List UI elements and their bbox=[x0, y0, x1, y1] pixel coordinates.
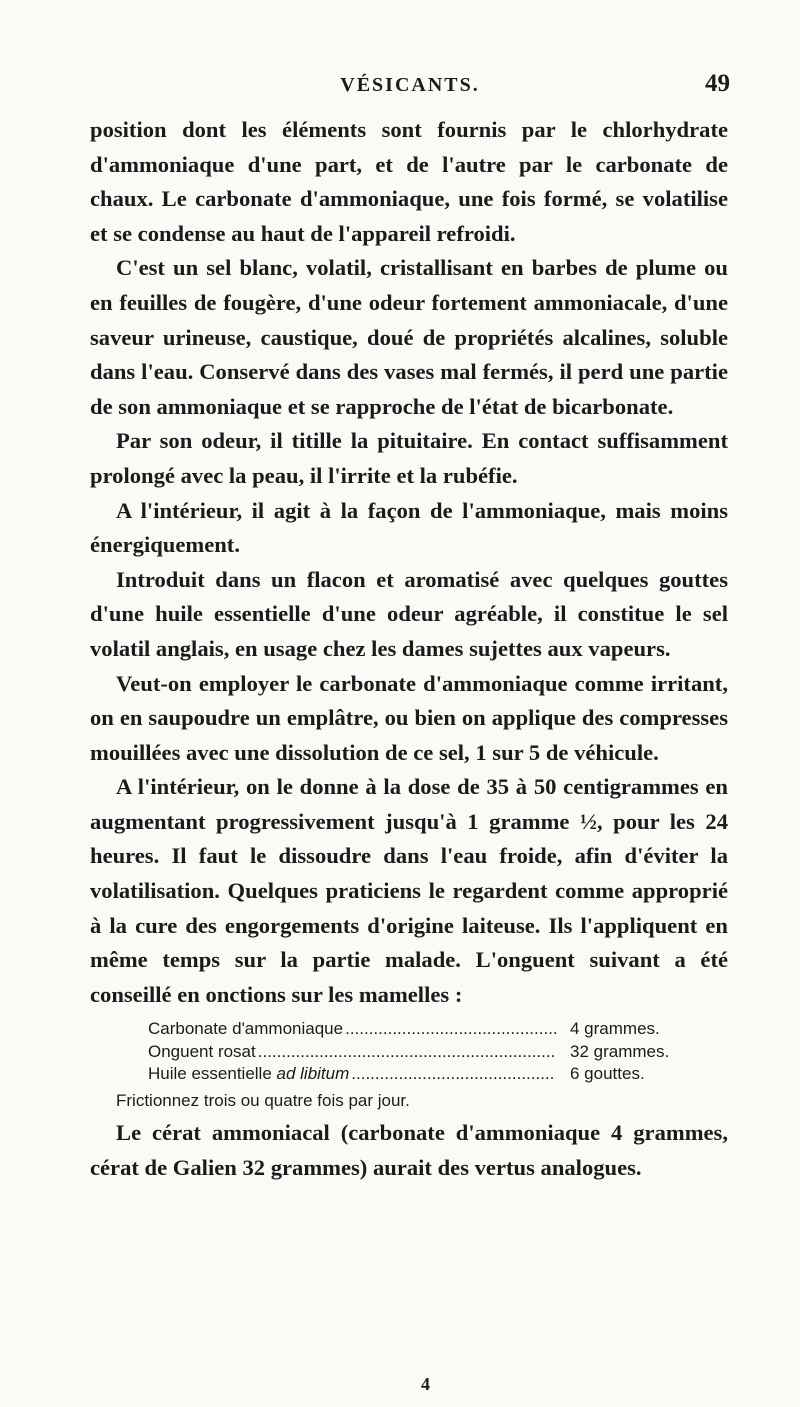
signature-mark: 4 bbox=[421, 1374, 430, 1394]
leader-dots bbox=[351, 1063, 556, 1086]
paragraph-odor: Par son odeur, il titille la pituitaire. En contact suffisamment prolongé avec la peau, il l'irrite et la rubéfie. bbox=[90, 428, 728, 488]
running-title: VÉSICANTS. bbox=[340, 74, 480, 96]
paragraph-dosage: A l'intérieur, on le donne à la dose de 35 à 50 centigrammes en augmentant progressivement jusqu'à 1 gramme ½, pour les 24 heures. Il faut le dissoudre dans l'eau froide, afin d'éviter la volatilisation. Quelques praticiens le regardent comme approprié à la cure des engorgements d'origine laiteuse. Ils l'appliquent en même temps sur la partie malade. L'onguent suivant a été conseillé en onctions sur les mamelles : bbox=[90, 774, 728, 1007]
recipe-ingredient: Huile essentielle ad libitum bbox=[148, 1064, 350, 1084]
recipe-row bbox=[148, 1041, 688, 1064]
paragraph-cerate: Le cérat ammoniacal (carbonate d'ammoniaque 4 grammes, cérat de Galien 32 grammes) aurait des vertus analogues. bbox=[90, 1120, 728, 1181]
recipe-quantity: 32 grammes. bbox=[570, 1041, 670, 1061]
paragraph-smelling-salt: Introduit dans un flacon et aromatisé avec quelques gouttes d'une huile essentielle d'une odeur agréable, il constitue le sel volatil anglais, en usage chez les dames sujettes aux vapeurs. bbox=[90, 566, 728, 661]
recipe-ingredient: Carbonate d'ammoniaque bbox=[148, 1019, 344, 1039]
recipe-quantity: 6 gouttes. bbox=[570, 1064, 645, 1084]
recipe-instruction: Frictionnez trois ou quatre fois par jour. bbox=[116, 1090, 410, 1110]
paragraph-irritant-use: Veut-on employer le carbonate d'ammoniaque comme irritant, on en saupoudre un emplâtre, ou bien on applique des compresses mouillées avec une dissolution de ce sel, 1 sur 5 de véhicule. bbox=[90, 670, 728, 765]
recipe-quantity: 4 grammes. bbox=[570, 1019, 660, 1039]
page-header bbox=[90, 70, 730, 110]
paragraph-continuation: position dont les éléments sont fournis par le chlorhydrate d'ammoniaque d'une part, et de l'autre par le carbonate de chaux. Le carbonate d'ammoniaque, une fois formé, se volatilise et se condense au haut de l'appareil refroidi. bbox=[90, 117, 728, 246]
leader-dots bbox=[258, 1041, 556, 1064]
recipe-row bbox=[148, 1018, 688, 1041]
paragraph-properties: C'est un sel blanc, volatil, cristallisant en barbes de plume ou en feuilles de fougère, d'une odeur fortement ammoniacale, d'une saveur urineuse, caustique, doué de propriétés alcalines, soluble dans l'eau. Conservé dans des vases mal fermés, il perd une partie de son ammoniaque et se rapproche de l'état de bicarbonate. bbox=[90, 255, 728, 419]
recipe-ingredient: Onguent rosat bbox=[148, 1041, 256, 1061]
page-number: 49 bbox=[705, 70, 730, 97]
leader-dots bbox=[345, 1018, 556, 1041]
recipe-row bbox=[148, 1063, 688, 1086]
ointment-recipe bbox=[148, 1018, 688, 1086]
body-text bbox=[90, 113, 728, 1186]
paragraph-internal-action: A l'intérieur, il agit à la façon de l'ammoniaque, mais moins énergiquement. bbox=[90, 497, 728, 558]
